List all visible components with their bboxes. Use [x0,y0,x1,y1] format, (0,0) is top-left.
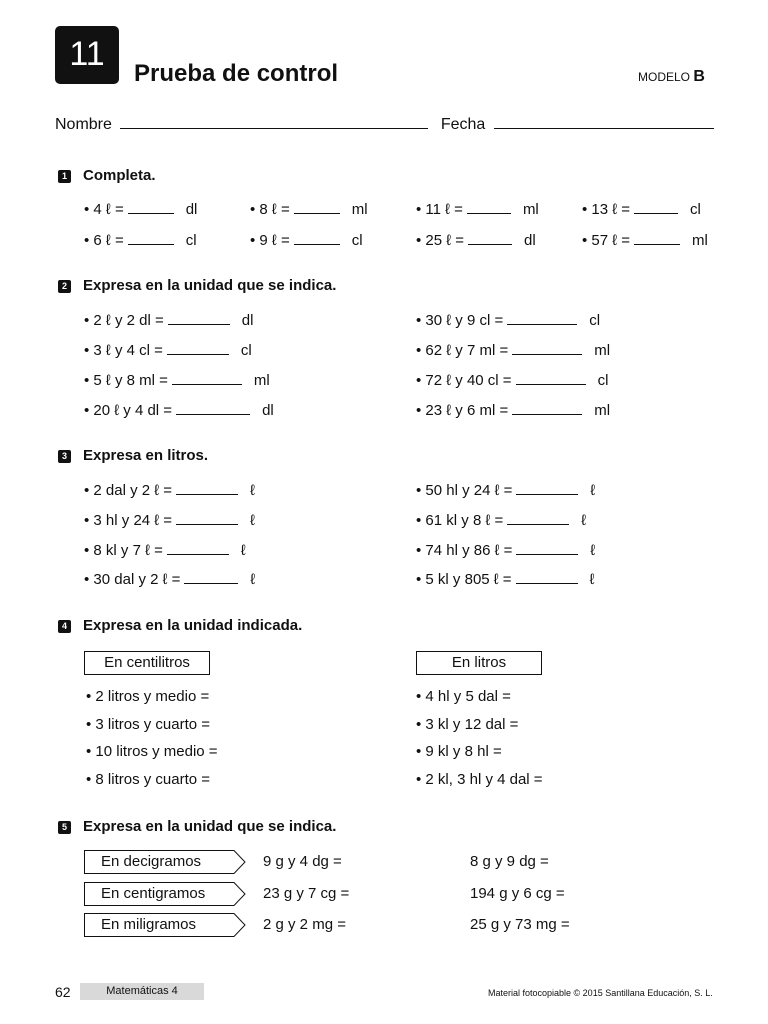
answer-blank[interactable] [176,480,238,495]
exercise-item [84,230,197,249]
exercise-unit: cl [690,201,701,218]
answer-blank[interactable] [634,230,680,245]
section-3-number: 3 [58,450,71,463]
exercise-unit: cl [597,372,609,389]
exercise-expression: • 8 ℓ = [250,201,290,218]
exercise-expression: • 5 kl y 805 ℓ = [416,571,512,588]
exercise-unit: ℓ [250,482,255,499]
exercise-unit: cl [240,342,252,359]
exercise-unit: ml [594,402,611,419]
exercise-unit: ml [351,201,368,218]
answer-blank[interactable] [176,510,238,525]
conversion-item: • 3 litros y cuarto = [86,716,211,733]
date-label: Fecha [440,116,486,133]
exercise-item [84,199,197,218]
exercise-expression: • 3 hl y 24 ℓ = [84,512,173,529]
exercise-expression: • 13 ℓ = [582,201,631,218]
exercise-expression: • 9 ℓ = [250,232,290,249]
exercise-unit: dl [241,312,254,329]
exercise-unit: dl [185,201,198,218]
exercise-unit: dl [524,232,536,249]
exercise-item [250,199,368,218]
answer-blank[interactable] [172,370,242,385]
exercise-expression: • 4 ℓ = [84,201,124,218]
answer-blank[interactable] [512,340,582,355]
exercise-item [84,400,274,419]
answer-blank[interactable] [516,370,586,385]
exercise-unit: ℓ [250,512,255,529]
answer-blank[interactable] [516,480,578,495]
exercise-unit: cl [351,232,363,249]
conversion-item: • 4 hl y 5 dal = [416,688,511,705]
exercise-item [416,540,595,559]
unit-label: En centigramos [101,885,206,902]
exercise-unit: ml [692,232,708,249]
exercise-expression: • 8 kl y 7 ℓ = [84,542,163,559]
book-tag: Matemáticas 4 [80,983,204,1000]
exercise-item [84,480,255,499]
exercise-item [84,340,252,359]
exercise-expression: • 20 ℓ y 4 dl = [84,402,173,419]
exercise-unit: ℓ [590,482,596,499]
exercise-unit: ℓ [590,542,596,559]
answer-blank[interactable] [507,310,577,325]
exercise-expression: • 30 ℓ y 9 cl = [416,312,504,329]
conversion-item: • 9 kl y 8 hl = [416,743,502,760]
name-field[interactable] [120,128,428,129]
exercise-item [416,569,594,588]
exercise-item [84,540,246,559]
unit-label-box [84,882,246,906]
unit-label: En miligramos [101,916,197,933]
exercise-unit: cl [589,312,601,329]
exercise-expression: • 74 hl y 86 ℓ = [416,542,513,559]
section-4-title: Expresa en la unidad indicada. [83,617,303,634]
conversion-item: • 8 litros y cuarto = [86,771,211,788]
exercise-item [582,230,708,249]
exercise-expression: • 11 ℓ = [416,201,463,218]
model-label [638,68,705,86]
exercise-item [250,230,363,249]
exercise-unit: ℓ [240,542,246,559]
answer-blank[interactable] [467,199,511,214]
exercise-expression: • 30 dal y 2 ℓ = [84,571,181,588]
conversion-item: • 2 kl, 3 hl y 4 dal = [416,771,543,788]
answer-blank[interactable] [516,569,578,584]
answer-blank[interactable] [512,400,582,415]
answer-blank[interactable] [294,199,340,214]
exercise-item [416,400,610,419]
exercise-item [84,510,255,529]
exercise-item [84,370,270,389]
answer-blank[interactable] [168,310,230,325]
name-label: Nombre [55,116,112,133]
conversion-item: 2 g y 2 mg = [263,916,346,933]
page-title: Prueba de control [134,60,339,87]
exercise-item [416,480,595,499]
exercise-expression: • 62 ℓ y 7 ml = [416,342,509,359]
answer-blank[interactable] [184,569,238,584]
unit-label: En decigramos [101,853,202,870]
exercise-unit: ml [594,342,611,359]
conversion-item: • 2 litros y medio = [86,688,210,705]
exercise-unit: ml [253,372,270,389]
conversion-item: 8 g y 9 dg = [470,853,549,870]
copyright-text: Material fotocopiable © 2015 Santillana Educación, S. L. [488,988,713,998]
exercise-item [84,569,255,588]
name-date-row [55,116,714,134]
answer-blank[interactable] [634,199,678,214]
answer-blank[interactable] [128,199,174,214]
exercise-expression: • 25 ℓ = [416,232,465,249]
section-2-number: 2 [58,280,71,293]
exercise-unit: ℓ [250,571,256,588]
exercise-expression: • 57 ℓ = [582,232,631,249]
section-4-number: 4 [58,620,71,633]
conversion-item: • 3 kl y 12 dal = [416,716,519,733]
unit-label-box [84,850,246,874]
answer-blank[interactable] [516,540,578,555]
exercise-expression: • 6 ℓ = [84,232,124,249]
centiliters-box: En centilitros [84,651,210,675]
unit-number-badge: 11 [55,26,119,84]
exercise-expression: • 72 ℓ y 40 cl = [416,372,512,389]
section-1-number: 1 [58,170,71,183]
conversion-item: 25 g y 73 mg = [470,916,570,933]
exercise-expression: • 61 kl y 8 ℓ = [416,512,504,529]
answer-blank[interactable] [294,230,340,245]
answer-blank[interactable] [468,230,512,245]
conversion-item: 9 g y 4 dg = [263,853,342,870]
exercise-unit: ml [522,201,539,218]
exercise-expression: • 2 ℓ y 2 dl = [84,312,164,329]
section-1-title: Completa. [83,167,156,184]
exercise-unit: ℓ [589,571,595,588]
exercise-unit: ℓ [581,512,587,529]
exercise-item [416,199,539,218]
answer-blank[interactable] [176,400,250,415]
unit-label-box [84,913,246,937]
model-letter: B [693,68,705,85]
liters-box: En litros [416,651,542,675]
exercise-expression: • 50 hl y 24 ℓ = [416,482,513,499]
exercise-unit: cl [185,232,197,249]
exercise-item [416,310,600,329]
answer-blank[interactable] [167,540,229,555]
exercise-expression: • 5 ℓ y 8 ml = [84,372,168,389]
section-2-title: Expresa en la unidad que se indica. [83,277,337,294]
conversion-item: 23 g y 7 cg = [263,885,350,902]
section-5-title: Expresa en la unidad que se indica. [83,818,337,835]
answer-blank[interactable] [128,230,174,245]
conversion-item: 194 g y 6 cg = [470,885,565,902]
exercise-item [416,510,586,529]
answer-blank[interactable] [167,340,229,355]
answer-blank[interactable] [507,510,569,525]
page-number: 62 [55,984,71,1000]
section-3-title: Expresa en litros. [83,447,209,464]
exercise-item [582,199,701,218]
model-word: MODELO [638,70,691,84]
exercise-expression: • 3 ℓ y 4 cl = [84,342,163,359]
conversion-item: • 10 litros y medio = [86,743,218,760]
date-field[interactable] [494,128,714,129]
section-5-number: 5 [58,821,71,834]
exercise-expression: • 2 dal y 2 ℓ = [84,482,173,499]
exercise-item [416,340,610,359]
exercise-item [84,310,253,329]
exercise-item [416,370,608,389]
exercise-unit: dl [262,402,274,419]
exercise-item [416,230,536,249]
exercise-expression: • 23 ℓ y 6 ml = [416,402,509,419]
